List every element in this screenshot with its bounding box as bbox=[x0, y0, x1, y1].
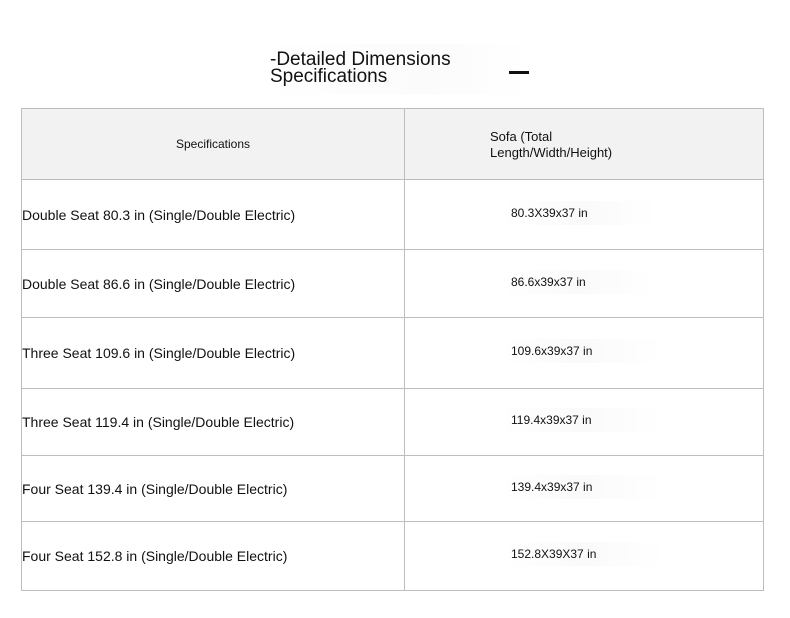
table-row bbox=[22, 180, 764, 250]
dimension-value: 119.4x39x37 in bbox=[502, 408, 662, 432]
header-sofa-line-1: Sofa (Total bbox=[490, 129, 553, 144]
dimension-cell bbox=[405, 318, 764, 389]
table-header-row bbox=[22, 109, 764, 180]
dimension-value: 109.6x39x37 in bbox=[502, 339, 662, 363]
dimension-value: 86.6x39x37 in bbox=[502, 270, 656, 294]
table-row bbox=[22, 250, 764, 318]
spec-cell: Double Seat 86.6 in (Single/Double Electric) bbox=[22, 250, 405, 318]
header-sofa-line-2: Length/Width/Height) bbox=[490, 145, 613, 160]
dimension-cell bbox=[405, 456, 764, 522]
header-specifications: Specifications bbox=[22, 109, 405, 180]
spec-cell: Double Seat 80.3 in (Single/Double Electric) bbox=[22, 180, 405, 250]
dimension-value: 152.8X39X37 in bbox=[502, 542, 666, 566]
table-row bbox=[22, 456, 764, 522]
spec-cell: Four Seat 139.4 in (Single/Double Electric) bbox=[22, 456, 405, 522]
dimension-cell bbox=[405, 389, 764, 456]
spec-cell: Three Seat 119.4 in (Single/Double Electric) bbox=[22, 389, 405, 456]
header-sofa-dimensions bbox=[405, 109, 764, 180]
spec-cell: Three Seat 109.6 in (Single/Double Electric) bbox=[22, 318, 405, 389]
page-title-line-1: -Detailed Dimensions bbox=[270, 49, 451, 70]
dimension-value: 80.3X39x37 in bbox=[502, 201, 658, 225]
spec-cell: Four Seat 152.8 in (Single/Double Electric) bbox=[22, 522, 405, 591]
table-row bbox=[22, 389, 764, 456]
table-row bbox=[22, 318, 764, 389]
page-title bbox=[270, 51, 500, 85]
title-dash-decoration bbox=[509, 71, 529, 74]
table-row bbox=[22, 522, 764, 591]
page-title-line-2: Specifications bbox=[270, 66, 388, 87]
dimensions-table bbox=[21, 108, 764, 591]
dimension-cell bbox=[405, 180, 764, 250]
dimension-value: 139.4x39x37 in bbox=[502, 475, 662, 499]
dimension-cell bbox=[405, 522, 764, 591]
dimension-cell bbox=[405, 250, 764, 318]
